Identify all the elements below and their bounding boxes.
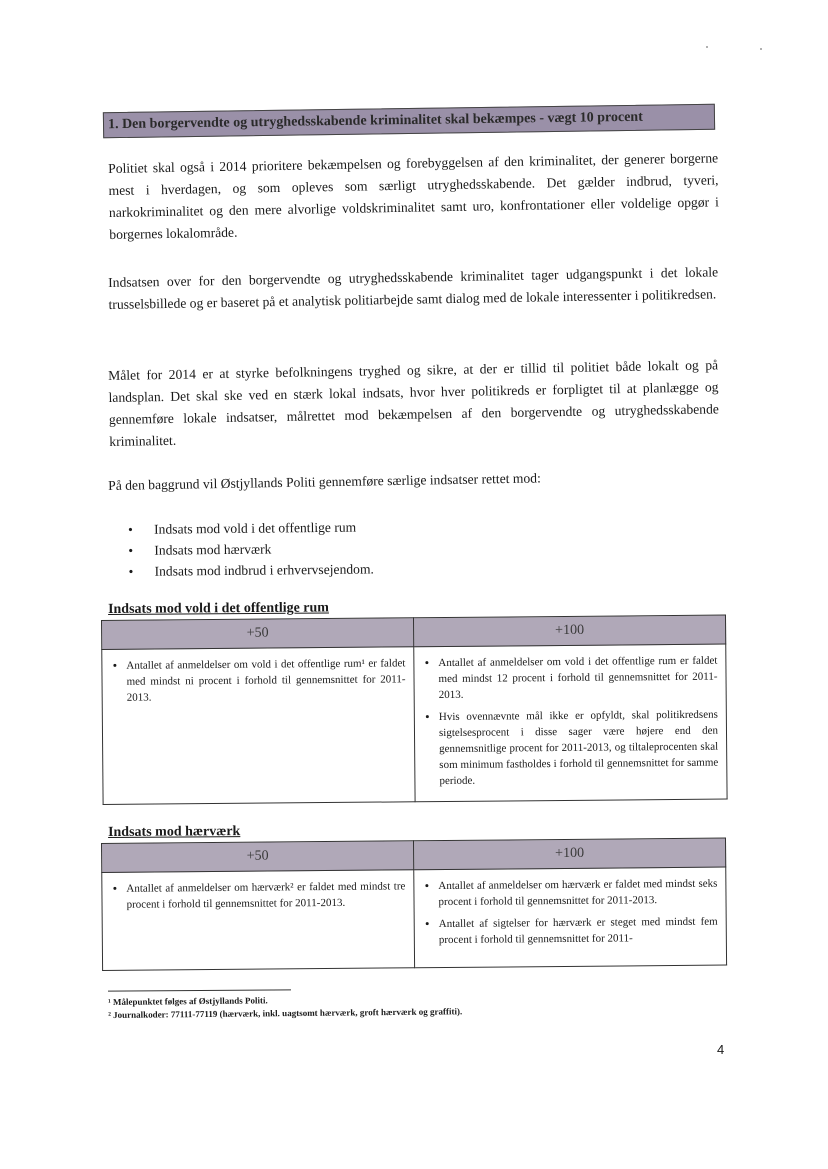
- target-cell-100: [414, 867, 727, 968]
- paragraph-3: Målet for 2014 er at styrke befolkningens tryghed og sikre, at der er tillid til politiet både lokalt og på landsplan. Det skal ske ved en stærk lokal indsats, hvor hver politikreds er forpligtet til at planlægge og gennemføre lokale indsatser, målrettet mod bekæmpelsen af den borgervendte og utryghedsskabende kriminalitet.: [108, 357, 719, 449]
- col-header-100: +100: [413, 615, 725, 647]
- paragraph-2: Indsatsen over for den borgervendte og utryghedsskabende kriminalitet tager udgangspunkt i det lokale trusselsbillede og er baseret på et analytisk politiarbejde samt dialog med de lokale interessenter i politikredsen.: [108, 264, 719, 312]
- scan-speck: [706, 46, 708, 48]
- target-cell-50: [102, 870, 415, 971]
- target-item: • Antallet af anmeldelser om vold i det offentlige rum er faldet med mindst 12 procent i forhold til gennemsnittet for 2011-2013.: [438, 653, 717, 703]
- col-header-100: +100: [413, 838, 725, 870]
- target-cell-100: [414, 644, 727, 802]
- footnote-2: ² Journalkoder: 77111-77119 (hærværk, inkl. uagtsomt hærværk, groft hærværk og graffiti).: [108, 1006, 463, 1020]
- page-number: 4: [717, 1042, 725, 1057]
- target-table-vold: [101, 615, 728, 805]
- list-item: • Indsats mod indbrud i erhvervsejendom.: [128, 556, 628, 582]
- paragraph-4: På den baggrund vil Østjyllands Politi gennemføre særlige indsatser rettet mod:: [108, 470, 541, 493]
- col-header-50: +50: [102, 841, 414, 873]
- footnote-1: ¹ Målepunktet følges af Østjyllands Politi.: [108, 995, 268, 1007]
- target-table-haervaerk: [101, 838, 727, 971]
- footnote-divider: [108, 989, 291, 991]
- table-title-vold: Indsats mod vold i det offentlige rum: [108, 600, 330, 617]
- list-item: • Indsats mod vold i det offentlige rum: [128, 514, 628, 540]
- target-item: • Antallet af anmeldelser om vold i det offentlige rum¹ er faldet med mindst ni procent i forhold til gennemsnittet for 2011-2013.: [126, 655, 405, 705]
- section-heading: 1. Den borgervendte og utryghedsskabende kriminalitet skal bekæmpes - vægt 10 procent: [103, 104, 715, 139]
- indsats-list: [128, 514, 629, 582]
- table-title-haervaerk: Indsats mod hærværk: [108, 824, 241, 840]
- footnotes: [108, 992, 462, 1022]
- list-item: • Indsats mod hærværk: [128, 535, 628, 561]
- scan-speck: [760, 48, 762, 50]
- col-header-50: +50: [102, 618, 414, 650]
- target-cell-50: [102, 647, 415, 805]
- paragraph-1: Politiet skal også i 2014 prioritere bekæmpelsen og forebyggelsen af den kriminalitet, der generer borgerne mest i hverdagen, og som opleves som særligt utryghedsskabende. Det gælder indbrud, tyveri, narkokriminalitet og den mere alvorlige voldskriminalitet samt uro, konfrontationer eller voldelige opgør i borgernes lokalområde.: [108, 150, 719, 242]
- target-item: • Antallet af sigtelser for hærværk er steget med mindst fem procent i forhold til gennemsnittet for 2011-: [439, 914, 718, 948]
- target-item: • Hvis ovennævnte mål ikke er opfyldt, skal politikredsens sigtelsesprocent i disse sager være højere end den gennemsnitlige procent for 2011-2013, og tiltaleprocenten skal som minimum fastholdes i forhold til gennemsnittet for samme periode.: [439, 707, 719, 789]
- target-item: • Antallet af anmeldelser om hærværk² er faldet med mindst tre procent i forhold til gennemsnittet for 2011-2013.: [126, 878, 405, 912]
- target-item: • Antallet af anmeldelser om hærværk er faldet med mindst seks procent i forhold til gennemsnittet for 2011-2013.: [438, 876, 717, 910]
